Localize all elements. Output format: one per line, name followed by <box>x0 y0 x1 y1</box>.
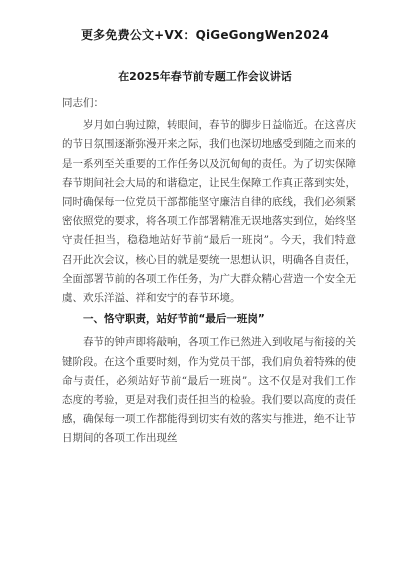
section-1-paragraph: 春节的钟声即将敲响，各项工作已然进入到收尾与衔接的关键阶段。在这个重要时刻，作为党员干部，我们肩负着特殊的使命与责任，必须站好节前“最后一班岗”。这不仅是对我们工作态度的考验，更是对我们责任担当的检验。我们要以高度的责任感，确保每一项工作都能得到切实有效的落实与推进，绝不让节日期间的各项工作出现丝 <box>62 336 356 445</box>
document-body <box>62 94 356 451</box>
promo-banner: 更多免费公文+VX：QiGeGongWen2024 <box>80 28 329 42</box>
salutation: 同志们： <box>62 97 104 109</box>
intro-paragraph: 岁月如白驹过隙，转眼间，春节的脚步日益临近。在这喜庆的节日氛围逐渐弥漫开来之际，我们也深切地感受到随之而来的是一系列至关重要的工作任务以及沉甸甸的责任。为了切实保障春节期间社会大局的和谐稳定，让民生保障工作真正落到实处，同时确保每一位党员干部都能坚守廉洁自律的底线，我们必须紧密依照党的要求，将各项工作部署精准无误地落实到位，始终坚守责任担当，稳稳地站好节前“最后一班岗”。今天，我们特意召开此次会议，核心目的就是要统一思想认识，明确各自责任，全面部署节前的各项工作任务，为广大群众精心营造一个安全无虞、欢乐洋溢、祥和安宁的春节环境。 <box>62 119 356 305</box>
document-title: 在2025年春节前专题工作会议讲话 <box>118 70 292 83</box>
section-heading-1: 一、恪守职责，站好节前“最后一班岗” <box>83 313 265 326</box>
